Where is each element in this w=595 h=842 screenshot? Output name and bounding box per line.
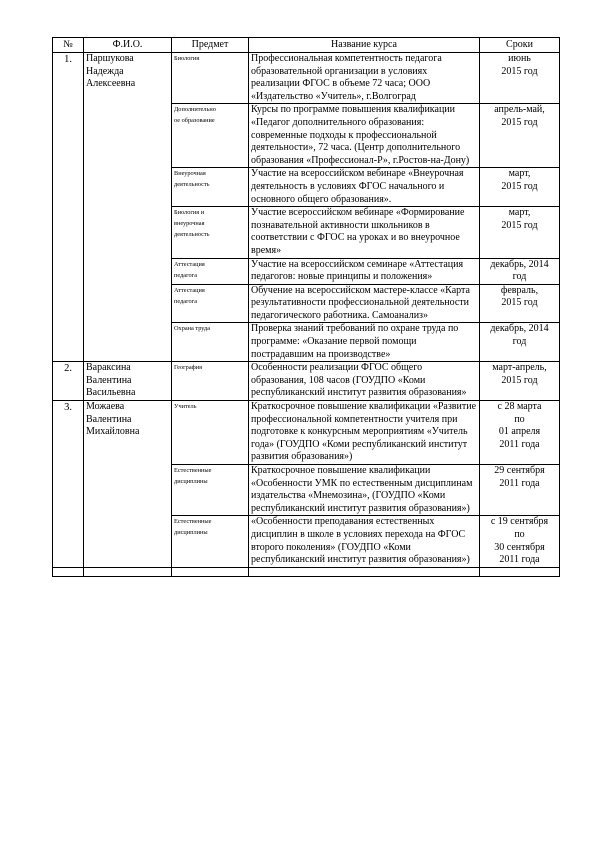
subject-cell: Аттестация педагога	[172, 284, 249, 323]
course-cell: Профессиональная компетентность педагога образовательной организации в условиях реализации ФГОС в объеме 72 часа; ООО «Издательство «Учитель», г.Волгоград	[249, 53, 480, 104]
header-fio: Ф.И.О.	[84, 38, 172, 53]
course-cell: Участие всероссийском вебинаре «Формирование познавательной активности школьников в соответствии с ФГОС на уроках и во внеурочное время»	[249, 207, 480, 258]
term-cell: с 19 сентября по 30 сентября 2011 года	[480, 516, 560, 567]
term-cell: март, 2015 год	[480, 168, 560, 207]
course-cell: Курсы по программе повышения квалификации «Педагог дополнительного образования: современные подходы к профессиональной деятельности», 72 часа. (Центр дополнительного образования «Профессионал-Р», г.Ростов-на-Дону)	[249, 104, 480, 168]
course-cell: «Особенности преподавания естественных дисциплин в школе в условиях перехода на ФГОС второго поколения» (ГОУДПО «Коми республиканский институт развития образования»)	[249, 516, 480, 567]
term-cell: 29 сентября 2011 года	[480, 465, 560, 516]
subject-cell: Естественные дисциплины	[172, 516, 249, 567]
header-course: Название курса	[249, 38, 480, 53]
course-cell: Проверка знаний требований по охране труда по программе: «Оказание первой помощи пострадавшим на производстве»	[249, 323, 480, 362]
empty-cell	[480, 567, 560, 576]
term-cell: апрель-май, 2015 год	[480, 104, 560, 168]
course-cell: Краткосрочное повышение квалификации «Особенности УМК по естественным дисциплинам издательства «Мнемозина», (ГОУДПО «Коми республиканский институт развития образования»)	[249, 465, 480, 516]
course-cell: Участие на всероссийском семинаре «Аттестация педагогов: новые принципы и положения»	[249, 258, 480, 284]
teacher-number: 1.	[53, 53, 84, 362]
subject-cell: Дополнительно ое образование	[172, 104, 249, 168]
teacher-name: Паршукова Надежда Алексеевна	[84, 53, 172, 362]
course-cell: Краткосрочное повышение квалификации «Развитие профессиональной компетентности учителя при подготовке к конкурсным мероприятиям «Учитель года» (ГОУДПО «Коми республиканский институт развития образования»)	[249, 401, 480, 465]
subject-cell: Биология	[172, 53, 249, 104]
course-cell: Участие на всероссийском вебинаре «Внеурочная деятельность в условиях ФГОС начального и основного общего образования».	[249, 168, 480, 207]
teacher-name: Можаева Валентина Михайловна	[84, 401, 172, 568]
term-cell: март, 2015 год	[480, 207, 560, 258]
header-subject: Предмет	[172, 38, 249, 53]
table-row	[53, 362, 560, 401]
course-cell: Обучение на всероссийском мастере-классе «Карта результативности профессиональной деятельности педагогического работника. Самоанализ»	[249, 284, 480, 323]
empty-cell	[172, 567, 249, 576]
subject-cell: Естественные дисциплины	[172, 465, 249, 516]
term-cell: с 28 марта по 01 апреля 2011 года	[480, 401, 560, 465]
empty-row	[53, 567, 560, 576]
course-cell: Особенности реализации ФГОС общего образования, 108 часов (ГОУДПО «Коми республиканский институт развития образования»	[249, 362, 480, 401]
term-cell: февраль, 2015 год	[480, 284, 560, 323]
term-cell: декабрь, 2014 год	[480, 258, 560, 284]
courses-table	[52, 37, 560, 577]
subject-cell: Учитель	[172, 401, 249, 465]
header-row	[53, 38, 560, 53]
header-term: Сроки	[480, 38, 560, 53]
empty-cell	[53, 567, 84, 576]
term-cell: март-апрель, 2015 год	[480, 362, 560, 401]
subject-cell: Аттестация педагога	[172, 258, 249, 284]
subject-cell: Биология и внеурочная деятельность	[172, 207, 249, 258]
teacher-name: Вараксина Валентина Васильевна	[84, 362, 172, 401]
table-body	[53, 53, 560, 577]
subject-cell: Внеурочная деятельность	[172, 168, 249, 207]
table-row	[53, 401, 560, 465]
subject-cell: Охрана труда	[172, 323, 249, 362]
subject-cell: География	[172, 362, 249, 401]
term-cell: декабрь, 2014 год	[480, 323, 560, 362]
table-row	[53, 53, 560, 104]
teacher-number: 3.	[53, 401, 84, 568]
teacher-number: 2.	[53, 362, 84, 401]
empty-cell	[249, 567, 480, 576]
term-cell: июнь 2015 год	[480, 53, 560, 104]
header-num: №	[53, 38, 84, 53]
empty-cell	[84, 567, 172, 576]
